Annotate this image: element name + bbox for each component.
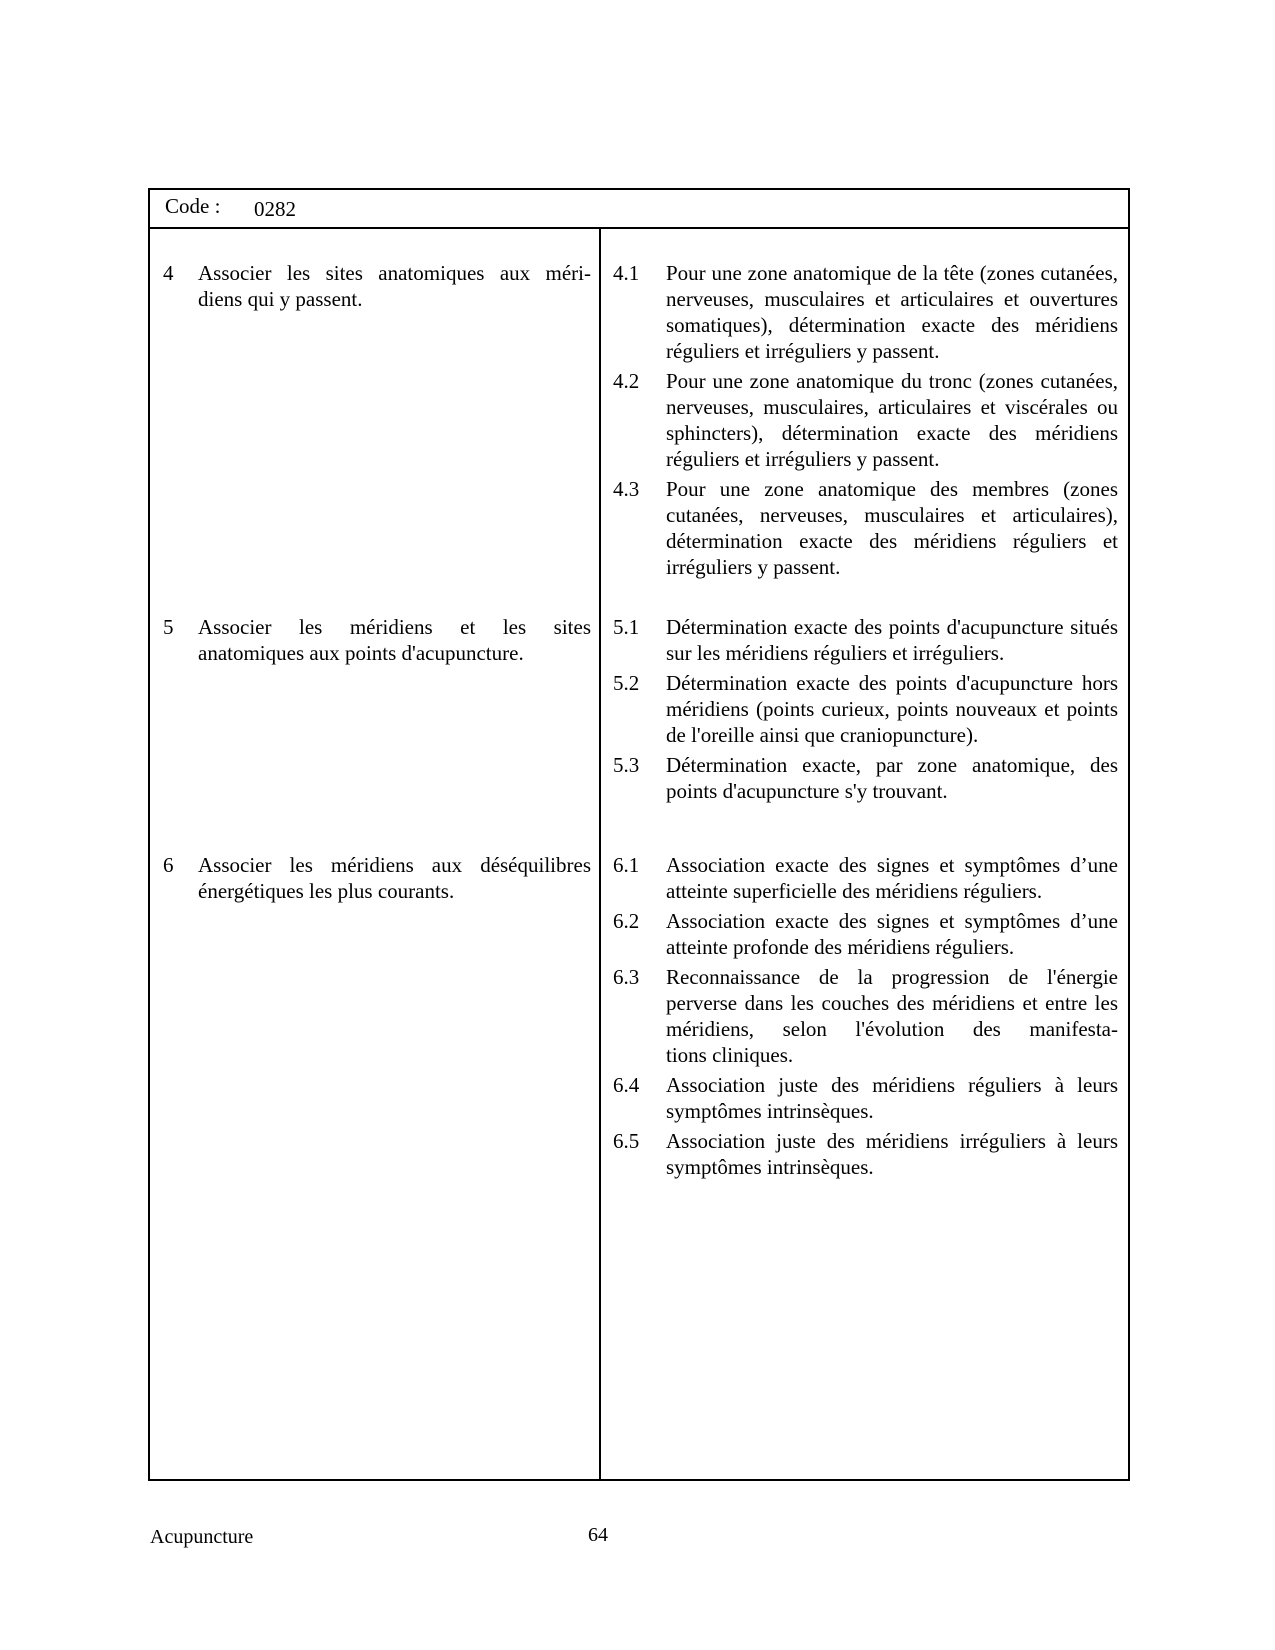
- criterion-text: Reconnaissance de la progression de l'énergie perverse dans les couches des méridiens et entre les méridiens, selon l'évolution des manifesta- tions cliniques.: [666, 965, 1118, 1067]
- criterion-number: 6.3: [613, 965, 640, 989]
- code-value: 0282: [254, 197, 296, 221]
- criterion-item: [601, 1128, 1130, 1180]
- criterion-number: 6.5: [613, 1129, 640, 1153]
- criterion-text: Pour une zone anatomique des membres (zones cutanées, nerveuses, musculaires et articulaires), détermination exacte des méridiens réguliers et irréguliers y passent.: [666, 477, 1118, 579]
- criterion-item: [601, 670, 1130, 748]
- footer-title: Acupuncture: [150, 1526, 254, 1548]
- competency-text: Associer les méridiens et les sites anatomiques aux points d'acupuncture.: [198, 615, 591, 665]
- criterion-number: 4.2: [613, 369, 640, 393]
- criterion-item: [601, 368, 1130, 472]
- criterion-number: 4.3: [613, 477, 640, 501]
- code-label: Code :: [165, 194, 221, 218]
- criterion-text: Détermination exacte, par zone anatomique, des points d'acupuncture s'y trouvant.: [666, 753, 1118, 803]
- criteria-group-5: [601, 614, 1130, 808]
- criterion-text: Pour une zone anatomique de la tête (zones cutanées, nerveuses, musculaires et articulaires et ouvertures somatiques), détermination exacte des méridiens réguliers et irréguliers y passent.: [666, 261, 1118, 363]
- criterion-item: [601, 260, 1130, 364]
- criterion-number: 6.2: [613, 909, 640, 933]
- code-row: [150, 190, 1128, 229]
- criterion-number: 4.1: [613, 261, 640, 285]
- competency-text: [198, 260, 591, 312]
- criterion-item: [601, 614, 1130, 666]
- criterion-item: [601, 908, 1130, 960]
- criterion-item: [601, 476, 1130, 580]
- competency-text: Associer les méridiens aux déséquilibres énergétiques les plus courants.: [198, 853, 591, 903]
- criterion-number: 5.1: [613, 615, 640, 639]
- criterion-text: Pour une zone anatomique du tronc (zones cutanées, nerveuses, musculaires, articulaires et viscérales ou sphincters), détermination exacte des méridiens réguliers et irréguliers y passent.: [666, 369, 1118, 471]
- criterion-number: 5.2: [613, 671, 640, 695]
- competency-text-line: diens qui y passent.: [198, 287, 363, 311]
- criterion-item: [601, 1072, 1130, 1124]
- criterion-text: Association juste des méridiens irréguliers à leurs symptômes intrinsèques.: [666, 1129, 1118, 1179]
- criterion-text: Association juste des méridiens réguliers à leurs symptômes intrinsèques.: [666, 1073, 1118, 1123]
- criterion-number: 6.1: [613, 853, 640, 877]
- criterion-text: Association exacte des signes et symptômes d’une atteinte superficielle des méridiens réguliers.: [666, 853, 1118, 903]
- competency-number: 6: [163, 853, 174, 877]
- criteria-group-4: [601, 260, 1130, 584]
- criteria-group-6: [601, 852, 1130, 1184]
- criterion-item: [601, 964, 1130, 1068]
- criterion-number: 6.4: [613, 1073, 640, 1097]
- competency-number: 4: [163, 261, 174, 285]
- competency-table: [148, 188, 1130, 1481]
- criterion-text: Association exacte des signes et symptômes d’une atteinte profonde des méridiens réguliers.: [666, 909, 1118, 959]
- competency-text-line: Associer les sites anatomiques aux méri-: [198, 261, 591, 285]
- competency-number: 5: [163, 615, 174, 639]
- criterion-item: [601, 752, 1130, 804]
- criterion-text: Détermination exacte des points d'acupuncture situés sur les méridiens réguliers et irréguliers.: [666, 615, 1118, 665]
- criterion-number: 5.3: [613, 753, 640, 777]
- criterion-item: [601, 852, 1130, 904]
- criterion-text: Détermination exacte des points d'acupuncture hors méridiens (points curieux, points nouveaux et points de l'oreille ainsi que craniopuncture).: [666, 671, 1118, 747]
- page-number: 64: [588, 1524, 608, 1546]
